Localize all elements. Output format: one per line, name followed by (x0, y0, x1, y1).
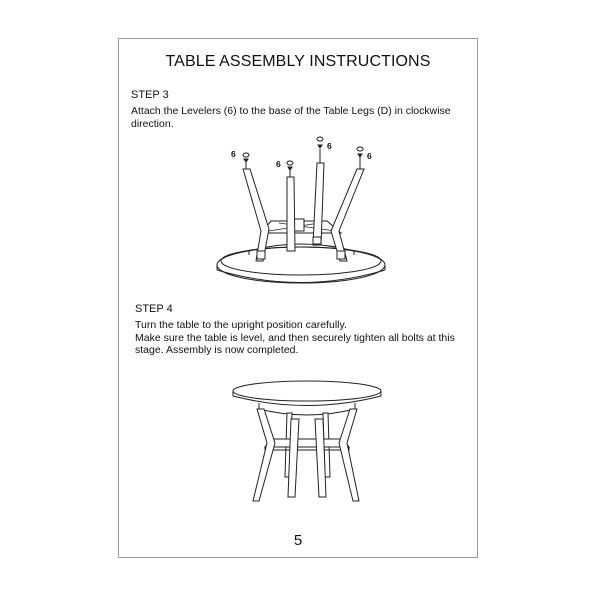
leg-d-right-back (331, 169, 364, 261)
leveler-1 (243, 153, 249, 169)
tabletop-inner-edge (221, 247, 381, 275)
step3-upside-down-table-illustration (209, 133, 399, 293)
callout-leveler-1: 6 (231, 149, 236, 159)
leveler-4 (357, 147, 363, 169)
step4-text (135, 319, 465, 357)
page-title: TABLE ASSEMBLY INSTRUCTIONS (165, 53, 431, 70)
brace-block (294, 219, 304, 231)
tabletop-thickness (217, 265, 385, 270)
leveler-2 (287, 161, 293, 177)
apron (259, 403, 355, 415)
step3-instruction: Attach the Levelers (6) to the base of the Table Legs (D) in clockwise direction. (131, 105, 451, 130)
step4-label: STEP 4 (135, 303, 173, 315)
leg-front-right (339, 409, 359, 501)
step4-upright-table-illustration (229, 379, 389, 519)
leg-d-left-back (243, 169, 269, 261)
step4-line-1: Turn the table to the upright position carefully. (135, 319, 347, 331)
step3-label: STEP 3 (131, 89, 169, 101)
leg-front-left (253, 409, 275, 501)
leveler-3 (317, 137, 323, 163)
callout-leveler-4: 6 (367, 151, 372, 161)
shelf (265, 439, 349, 447)
tabletop-outer-edge (217, 247, 385, 283)
callout-leveler-3: 6 (327, 141, 332, 151)
callout-leveler-2: 6 (276, 159, 281, 169)
step4-line-2: Make sure the table is level, and then securely tighten all bolts at this stage. Assembly is now completed. (135, 331, 455, 356)
tabletop-top (233, 381, 381, 401)
leg-d-left-front (287, 177, 295, 251)
step3-text (131, 105, 471, 130)
page-number: 5 (293, 532, 303, 549)
instruction-page (118, 38, 478, 558)
